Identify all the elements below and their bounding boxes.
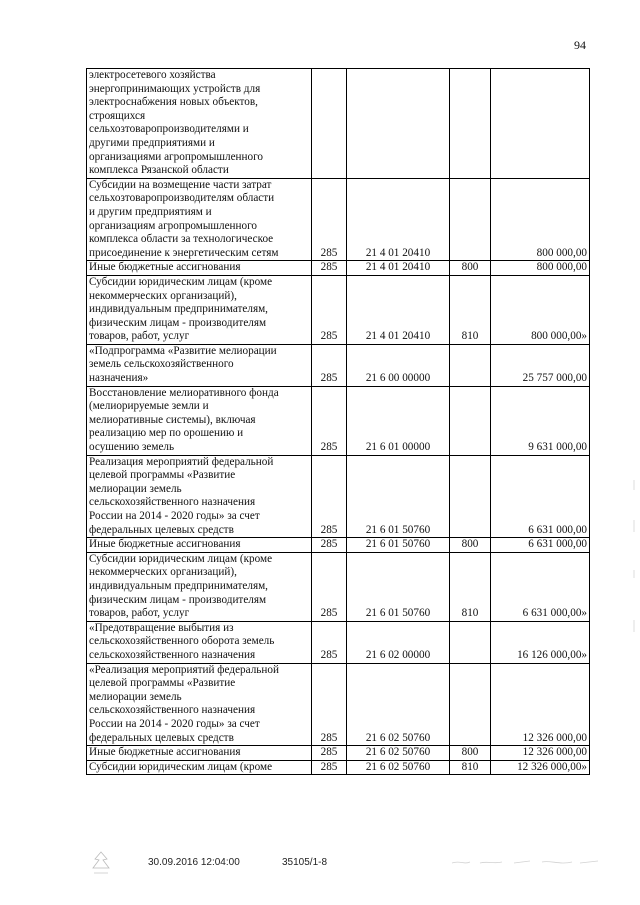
row-code-cell: 285 — [312, 344, 347, 386]
row-code-cell: 285 — [312, 178, 347, 261]
row-name-cell: Субсидии юридическим лицам (кроме — [87, 760, 312, 775]
row-name-cell: Субсидии юридическим лицам (кроме некоммерческих организаций), индивидуальным предпринимателям, физическим лицам - производителям товаров, работ, услуг — [87, 552, 312, 621]
row-type-cell — [450, 344, 491, 386]
row-amount-cell: 12 326 000,00» — [491, 760, 590, 775]
row-name-cell: Иные бюджетные ассигнования — [87, 538, 312, 553]
row-amount-cell — [491, 69, 590, 179]
row-type-cell: 800 — [450, 746, 491, 761]
row-name-cell: «Подпрограмма «Развитие мелиорации земель сельскохозяйственного назначения» — [87, 344, 312, 386]
budget-table-body — [87, 69, 590, 775]
row-amount-cell: 800 000,00 — [491, 178, 590, 261]
row-name-cell: Реализация мероприятий федеральной целевой программы «Развитие мелиорации земель сельскохозяйственного назначения России на 2014 - 2020 годы» за счет федеральных целевых средств — [87, 455, 312, 538]
row-classification-cell: 21 6 00 00000 — [347, 344, 450, 386]
row-name-cell: «Предотвращение выбытия из сельскохозяйственного оборота земель сельскохозяйственного назначения — [87, 621, 312, 663]
row-type-cell: 810 — [450, 275, 491, 344]
table-row — [87, 386, 590, 455]
row-amount-cell: 6 631 000,00 — [491, 538, 590, 553]
row-name-cell: Восстановление мелиоративного фонда (мелиорируемые земли и мелиоративные системы), включая реализацию мер по орошению и осушению земель — [87, 386, 312, 455]
row-amount-cell: 12 326 000,00 — [491, 663, 590, 746]
row-classification-cell: 21 6 02 00000 — [347, 621, 450, 663]
table-row — [87, 760, 590, 775]
row-type-cell — [450, 69, 491, 179]
row-code-cell: 285 — [312, 455, 347, 538]
row-code-cell: 285 — [312, 275, 347, 344]
table-row — [87, 69, 590, 179]
row-code-cell: 285 — [312, 760, 347, 775]
table-row — [87, 746, 590, 761]
row-classification-cell: 21 6 01 00000 — [347, 386, 450, 455]
row-classification-cell: 21 4 01 20410 — [347, 178, 450, 261]
row-amount-cell: 800 000,00» — [491, 275, 590, 344]
row-name-cell: «Реализация мероприятий федеральной целевой программы «Развитие мелиорации земель сельскохозяйственного назначения России на 2014 - 2020 годы» за счет федеральных целевых средств — [87, 663, 312, 746]
table-row — [87, 344, 590, 386]
row-name-cell: Субсидии юридическим лицам (кроме некоммерческих организаций), индивидуальным предпринимателям, физическим лицам - производителям товаров, работ, услуг — [87, 275, 312, 344]
row-amount-cell: 800 000,00 — [491, 261, 590, 276]
row-classification-cell: 21 6 02 50760 — [347, 746, 450, 761]
row-code-cell: 285 — [312, 386, 347, 455]
row-name-cell: Субсидии на возмещение части затрат сельхозтоваропроизводителям области и другим предприятиям и организациям агропромышленного комплекса области за технологическое присоединение к энергетическим сетям — [87, 178, 312, 261]
scan-edge-marks — [630, 480, 638, 640]
row-classification-cell: 21 6 01 50760 — [347, 455, 450, 538]
row-classification-cell: 21 4 01 20410 — [347, 275, 450, 344]
footer-datetime: 30.09.2016 12:04:00 — [148, 857, 240, 868]
row-code-cell: 285 — [312, 552, 347, 621]
row-type-cell: 800 — [450, 261, 491, 276]
stamp-icon — [90, 851, 112, 877]
row-classification-cell — [347, 69, 450, 179]
table-row — [87, 663, 590, 746]
row-classification-cell: 21 4 01 20410 — [347, 261, 450, 276]
row-code-cell: 285 — [312, 621, 347, 663]
budget-table — [86, 68, 590, 775]
faint-signature-mark — [450, 857, 600, 867]
row-code-cell: 285 — [312, 746, 347, 761]
row-code-cell: 285 — [312, 538, 347, 553]
row-classification-cell: 21 6 02 50760 — [347, 663, 450, 746]
page-footer — [90, 855, 610, 885]
row-code-cell: 285 — [312, 663, 347, 746]
table-row — [87, 261, 590, 276]
table-row — [87, 455, 590, 538]
table-row — [87, 538, 590, 553]
row-type-cell — [450, 621, 491, 663]
table-row — [87, 621, 590, 663]
table-row — [87, 275, 590, 344]
row-amount-cell: 12 326 000,00 — [491, 746, 590, 761]
table-row — [87, 178, 590, 261]
row-amount-cell: 6 631 000,00 — [491, 455, 590, 538]
row-classification-cell: 21 6 01 50760 — [347, 552, 450, 621]
row-classification-cell: 21 6 02 50760 — [347, 760, 450, 775]
row-code-cell — [312, 69, 347, 179]
row-type-cell — [450, 663, 491, 746]
footer-document-id: 35105/1-8 — [282, 857, 328, 868]
row-type-cell: 810 — [450, 760, 491, 775]
page-number: 94 — [574, 38, 586, 52]
row-name-cell: Иные бюджетные ассигнования — [87, 746, 312, 761]
row-code-cell: 285 — [312, 261, 347, 276]
row-amount-cell: 6 631 000,00» — [491, 552, 590, 621]
row-type-cell — [450, 455, 491, 538]
row-type-cell: 810 — [450, 552, 491, 621]
row-type-cell — [450, 178, 491, 261]
row-name-cell: Иные бюджетные ассигнования — [87, 261, 312, 276]
row-classification-cell: 21 6 01 50760 — [347, 538, 450, 553]
row-amount-cell: 16 126 000,00» — [491, 621, 590, 663]
row-name-cell: электросетевого хозяйства энергопринимающих устройств для электроснабжения новых объектов, строящихся сельхозтоваропроизводителями и другими предприятиями и организациями агропромышленного комплекса Рязанской области — [87, 69, 312, 179]
row-amount-cell: 25 757 000,00 — [491, 344, 590, 386]
table-row — [87, 552, 590, 621]
row-type-cell — [450, 386, 491, 455]
row-amount-cell: 9 631 000,00 — [491, 386, 590, 455]
row-type-cell: 800 — [450, 538, 491, 553]
